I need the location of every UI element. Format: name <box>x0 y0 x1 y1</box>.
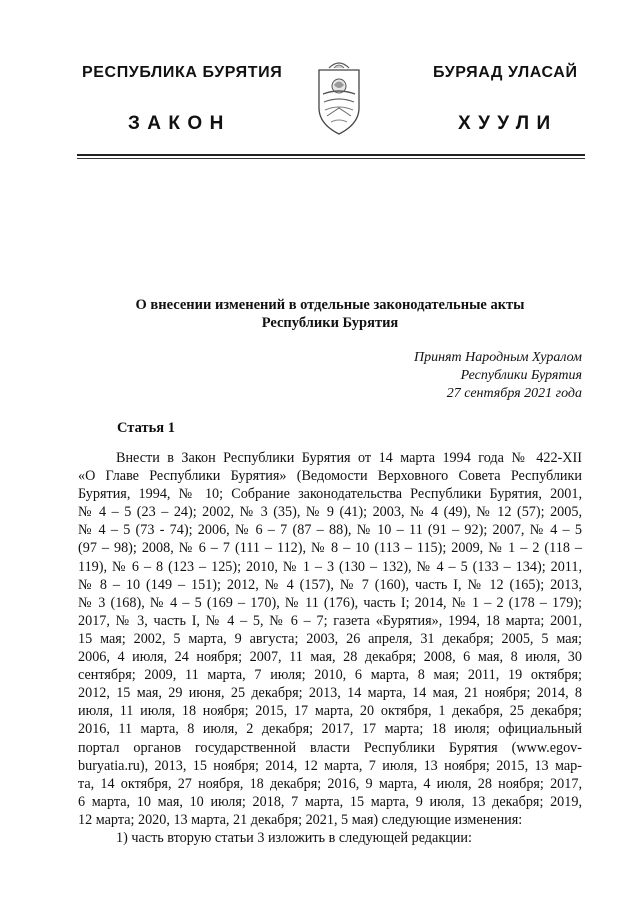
adoption-date: 27 сентября 2021 года <box>446 386 582 401</box>
body-line: 12 марта; 2020, 13 марта, 21 декабря; 2021, 5 мая) следующие изменения: <box>78 811 523 828</box>
republic-name-russian: РЕСПУБЛИКА БУРЯТИЯ <box>82 64 283 81</box>
body-line: июля, 11 июля, 18 ноября; 2015, 17 марта, 20 октября, 1 декабря, 25 декабря; <box>78 703 582 720</box>
body-line: 15 мая; 2002, 5 марта, 9 августа; 2003, 26 апреля, 31 декабря; 2005, 5 мая; <box>78 630 582 647</box>
coat-of-arms-icon <box>315 58 363 136</box>
body-line: Внести в Закон Республики Бурятия от 14 марта 1994 года № 422-XII <box>116 450 582 466</box>
body-line: buryatia.ru), 2013, 15 ноября; 2014, 12 марта, 7 июля, 13 ноября; 2015, 13 мар- <box>78 757 582 774</box>
body-line: Бурятия, 1994, № 10; Собрание законодательства Республики Бурятия, 2001, <box>78 486 582 503</box>
body-line: сентября; 2009, 11 марта, 7 июля; 2010, 6 марта, 8 мая; 2011, 19 октября; <box>78 667 582 684</box>
body-line: № 3 (168), № 4 – 5 (169 – 170), № 11 (176), часть I; 2014, № 1 – 2 (178 – 179); <box>78 594 582 611</box>
adoption-line: Республики Бурятия <box>460 368 582 383</box>
law-label-buryat: ХУУЛИ <box>458 113 558 134</box>
body-line: «О Главе Республики Бурятия» (Ведомости Верховного Совета Республики <box>78 468 582 485</box>
body-line: 2016, 11 марта, 8 июля, 2 декабря; 2017, 17 марта; 18 июля; официальный <box>78 721 582 738</box>
body-line: № 8 – 10 (149 – 151); 2012, № 4 (157), № 7 (160), часть I, № 12 (165); 2013, <box>78 576 582 593</box>
body-line: № 4 – 5 (23 – 24); 2002, № 3 (35), № 9 (41); 2003, № 4 (49), № 12 (57); 2005, <box>78 504 582 521</box>
body-line: № 4 – 5 (73 - 74); 2006, № 6 – 7 (87 – 88), № 10 – 11 (91 – 92); 2007, № 4 – 5 <box>78 522 582 539</box>
body-line: 2006, 4 июля, 24 ноября; 2007, 11 мая, 28 декабря; 2008, 6 мая, 8 июля, 30 <box>78 649 582 666</box>
header-divider-thin <box>77 158 585 159</box>
header-divider-thick <box>77 154 585 156</box>
adoption-note <box>414 349 582 403</box>
body-line: (97 – 98); 2008, № 6 – 7 (111 – 112), № 8 – 10 (113 – 115); 2009, № 1 – 2 (118 – <box>78 540 582 557</box>
body-line: 2012, 15 мая, 29 июня, 25 декабря; 2013, 14 марта, 14 мая, 21 ноября; 2014, 8 <box>78 685 582 702</box>
body-line: 2017, № 3, часть I, № 4 – 5, № 6 – 7; газета «Бурятия», 1994, 18 марта; 2001, <box>78 612 582 629</box>
body-line: та, 14 октября, 27 ноября, 18 декабря; 2016, 9 марта, 4 июля, 28 ноября; 2017, <box>78 775 582 792</box>
body-line: портал органов государственной власти Республики Бурятия (www.egov- <box>78 739 582 756</box>
body-line: 6 марта, 10 мая, 10 июля; 2018, 7 марта, 15 марта, 9 июля, 13 декабря; 2019, <box>78 793 582 810</box>
document-title <box>78 296 582 332</box>
body-line: 119), № 6 – 8 (123 – 125); 2010, № 1 – 3 (130 – 132), № 4 – 5 (133 – 134); 2011, <box>78 558 582 575</box>
title-line: О внесении изменений в отдельные законодательные акты <box>135 297 525 313</box>
list-item: 1) часть вторую статьи 3 изложить в следующей редакции: <box>116 829 472 846</box>
title-line: Республики Бурятия <box>261 315 399 331</box>
article-heading: Статья 1 <box>117 420 175 436</box>
adoption-line: Принят Народным Хуралом <box>413 350 582 365</box>
article-body <box>78 449 582 847</box>
republic-name-buryat: БУРЯАД УЛАСАЙ <box>433 64 578 81</box>
law-label-russian: ЗАКОН <box>128 113 231 134</box>
